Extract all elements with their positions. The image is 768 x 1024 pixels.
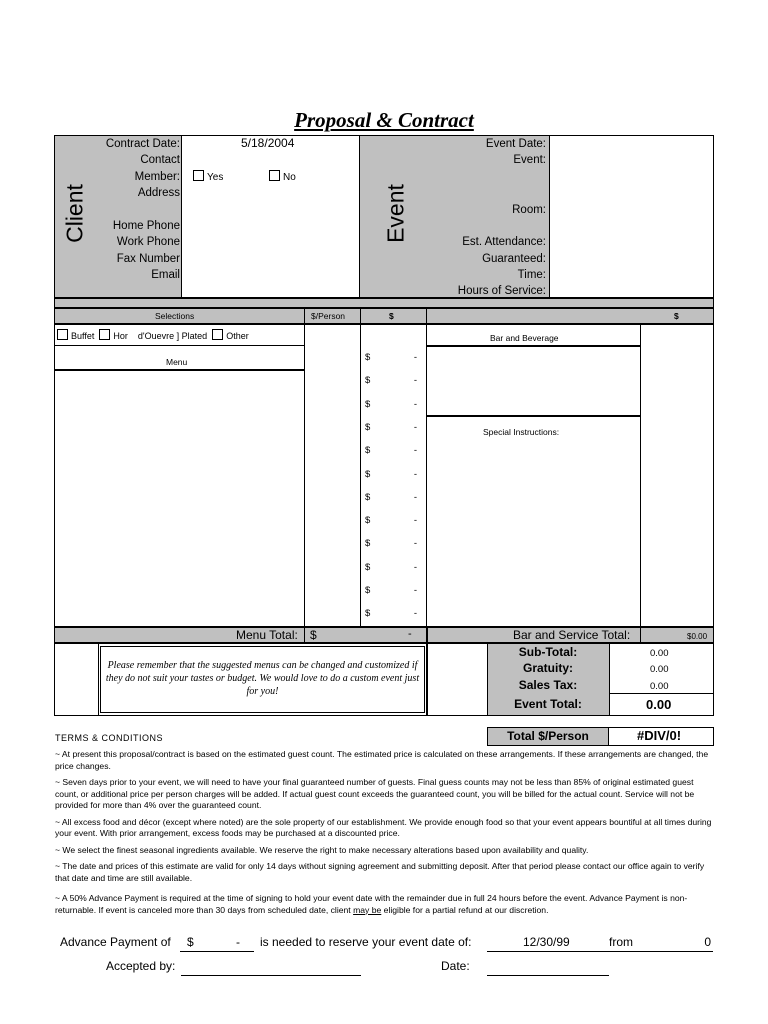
accepted-by-field[interactable] xyxy=(181,959,361,976)
dollar-row xyxy=(365,469,423,480)
bar-service-total-label: Bar and Service Total: xyxy=(513,628,631,642)
terms-heading: TERMS & CONDITIONS xyxy=(55,733,164,743)
dollar-row xyxy=(365,422,423,433)
header-selections: Selections xyxy=(155,311,195,321)
dollar-row-value: - xyxy=(413,538,417,550)
dollar-row-currency: $ xyxy=(365,468,371,480)
dollar-row-currency: $ xyxy=(365,352,371,363)
special-instructions-area[interactable] xyxy=(428,440,638,624)
dollar-row-value: - xyxy=(413,445,417,457)
term-4: ~ We select the finest seasonal ingredients available. We reserve the right to make necessary alterations based upon availability and quality. xyxy=(55,844,589,855)
dollar-row-value: - xyxy=(413,585,417,596)
event-labels xyxy=(430,136,546,298)
label-home-phone: Home Phone xyxy=(112,220,180,233)
member-yes-option[interactable]: Yes xyxy=(193,170,223,183)
dollar-row xyxy=(365,375,423,386)
client-side-label: Client xyxy=(61,184,88,243)
dollar-row-value: - xyxy=(413,398,417,410)
term-advance: ~ A 50% Advance Payment is required at the time of signing to hold your event date with the remainder due in full 24 hours before the event. Advance Payment is non-returnable. If event is canceled more than 30 days from scheduled date, client may be eligible for a partial refund at our discretion. xyxy=(55,893,688,915)
member-no-checkbox[interactable] xyxy=(269,170,280,181)
term-3: ~ All excess food and décor (except where noted) are the sole property of our establishment. We provide enough food so that your event appears bountiful at all times during your event. With prior arrangement, excess foods may be purchased at a discounted price. xyxy=(55,816,712,838)
other-checkbox[interactable] xyxy=(212,329,223,340)
subtotal-value: 0.00 xyxy=(650,648,669,659)
label-room: Room: xyxy=(512,203,546,216)
dollar-row-value: - xyxy=(413,468,417,480)
date-label: Date: xyxy=(441,959,470,973)
term-1: ~ At present this proposal/contract is based on the estimated guest count. The estimated price is calculated on these arrangements. If these arrangements are changed, the price changes. xyxy=(55,749,709,771)
dollar-row-currency: $ xyxy=(365,445,371,457)
sales-tax-label: Sales Tax: xyxy=(518,678,578,692)
dollar-row-value: - xyxy=(413,515,417,527)
term-2: ~ Seven days prior to your event, we will need to have your final guaranteed number of guests. Final guess counts may not be less than 85% of original estimated guest count, or additional price per person charges will be added. If actual guest count exceeds the guaranteed count, you will be billed for the actual count. Service will not be provided for more than 4% over the guaranteed count. xyxy=(55,777,695,810)
reserve-date-field[interactable] xyxy=(487,935,713,952)
dollar-row-value: - xyxy=(413,561,417,573)
label-address: Address xyxy=(137,187,180,200)
label-event-date: Event Date: xyxy=(485,138,546,150)
dollar-row-currency: $ xyxy=(365,515,371,527)
dollar-row-currency: $ xyxy=(365,608,371,620)
dollar-row-currency: $ xyxy=(365,561,371,573)
dollar-row-currency: $ xyxy=(365,491,371,503)
sales-tax-value: 0.00 xyxy=(650,681,669,692)
advance-payment-label: Advance Payment of xyxy=(60,935,171,949)
dollar-row-currency: $ xyxy=(365,585,371,596)
event-total-label: Event Total: xyxy=(514,697,582,711)
service-options xyxy=(57,329,249,341)
menu-total-label: Menu Total: xyxy=(236,628,298,642)
advance-payment-field[interactable] xyxy=(180,935,254,952)
menu-text-area[interactable] xyxy=(55,372,303,625)
bar-beverage-label: Bar and Beverage xyxy=(490,333,559,343)
plated-option-label: d'Ouevre ] Plated xyxy=(137,331,208,341)
total-per-person-value: #DIV/0! xyxy=(637,728,682,743)
header-dollar-right: $ xyxy=(674,311,679,321)
label-guaranteed: Guaranteed: xyxy=(482,252,546,265)
hor-option[interactable]: Hor xyxy=(99,331,128,341)
subtotal-label: Sub-Total: xyxy=(518,645,578,659)
label-hours-of-service: Hours of Service: xyxy=(457,284,546,297)
gratuity-value: 0.00 xyxy=(650,664,669,675)
event-total-value: 0.00 xyxy=(646,697,672,712)
advance-value: - xyxy=(236,935,240,949)
custom-menu-note: Please remember that the suggested menus can be changed and customized if they do not suit your tastes or budget. We would love to do a custom event just for you! xyxy=(105,660,420,697)
gratuity-label: Gratuity: xyxy=(522,661,573,675)
label-contact: Contact xyxy=(140,154,180,167)
label-email: Email xyxy=(151,269,180,282)
dollar-row xyxy=(365,492,423,503)
dollar-row-currency: $ xyxy=(365,375,371,387)
dollar-row-currency: $ xyxy=(365,538,371,550)
client-labels xyxy=(100,136,180,284)
advance-currency: $ xyxy=(187,935,194,949)
menu-total-value: - xyxy=(408,628,412,640)
menu-label: Menu xyxy=(166,357,188,367)
buffet-checkbox[interactable] xyxy=(57,329,68,340)
from-value: 0 xyxy=(704,935,711,949)
other-option[interactable]: Other xyxy=(212,331,249,341)
selections-separator xyxy=(54,298,714,308)
label-time: Time: xyxy=(517,269,546,282)
dollar-row-value: - xyxy=(413,491,417,503)
label-work-phone: Work Phone xyxy=(116,236,180,249)
dollar-row xyxy=(365,352,423,363)
special-instructions-label: Special Instructions: xyxy=(483,427,560,437)
dollar-row-value: - xyxy=(413,608,417,620)
bar-beverage-area[interactable] xyxy=(428,348,638,414)
page-title: Proposal & Contract xyxy=(294,108,474,132)
header-dollar: $ xyxy=(389,311,394,321)
dollar-row-value: - xyxy=(413,421,417,433)
label-event: Event: xyxy=(513,154,546,167)
event-side-label: Event xyxy=(382,184,409,243)
buffet-option[interactable]: Buffet xyxy=(57,331,94,341)
accepted-by-label: Accepted by: xyxy=(106,959,176,973)
dollar-row-currency: $ xyxy=(365,398,371,410)
dollar-row xyxy=(365,515,423,526)
label-member: Member: xyxy=(134,170,180,183)
dollar-row xyxy=(365,608,423,619)
dollar-row-value: - xyxy=(413,375,417,387)
dollar-row xyxy=(365,562,423,573)
selections-header xyxy=(54,308,714,324)
dollar-row xyxy=(365,399,423,410)
dollar-row-value: - xyxy=(413,352,417,363)
member-no-option[interactable]: No xyxy=(269,170,296,183)
label-contract-date: Contract Date: xyxy=(105,138,180,150)
dollar-row xyxy=(365,445,423,456)
reserve-text: is needed to reserve your event date of: xyxy=(260,935,472,949)
dollar-row xyxy=(365,585,423,596)
label-est-attendance: Est. Attendance: xyxy=(462,236,546,249)
reserve-date: 12/30/99 xyxy=(523,935,570,949)
label-fax-number: Fax Number xyxy=(116,252,180,265)
term-5: ~ The date and prices of this estimate are valid for only 14 days without signing agreement and submitting deposit. After that period please contact our office again to verify that date and time are still available. xyxy=(55,861,705,883)
from-label: from xyxy=(609,935,633,949)
menu-total-currency: $ xyxy=(310,628,317,642)
member-yes-checkbox[interactable] xyxy=(193,170,204,181)
dollar-row-currency: $ xyxy=(365,421,371,433)
hor-checkbox[interactable] xyxy=(99,329,110,340)
dollar-row xyxy=(365,538,423,549)
terms-list xyxy=(55,749,715,921)
header-per-person: $/Person xyxy=(311,311,346,321)
bar-service-total-value: $0.00 xyxy=(687,632,708,641)
total-per-person-label: Total $/Person xyxy=(507,729,589,743)
contract-date-value[interactable]: 5/18/2004 xyxy=(241,136,295,150)
date-field[interactable] xyxy=(487,959,609,976)
